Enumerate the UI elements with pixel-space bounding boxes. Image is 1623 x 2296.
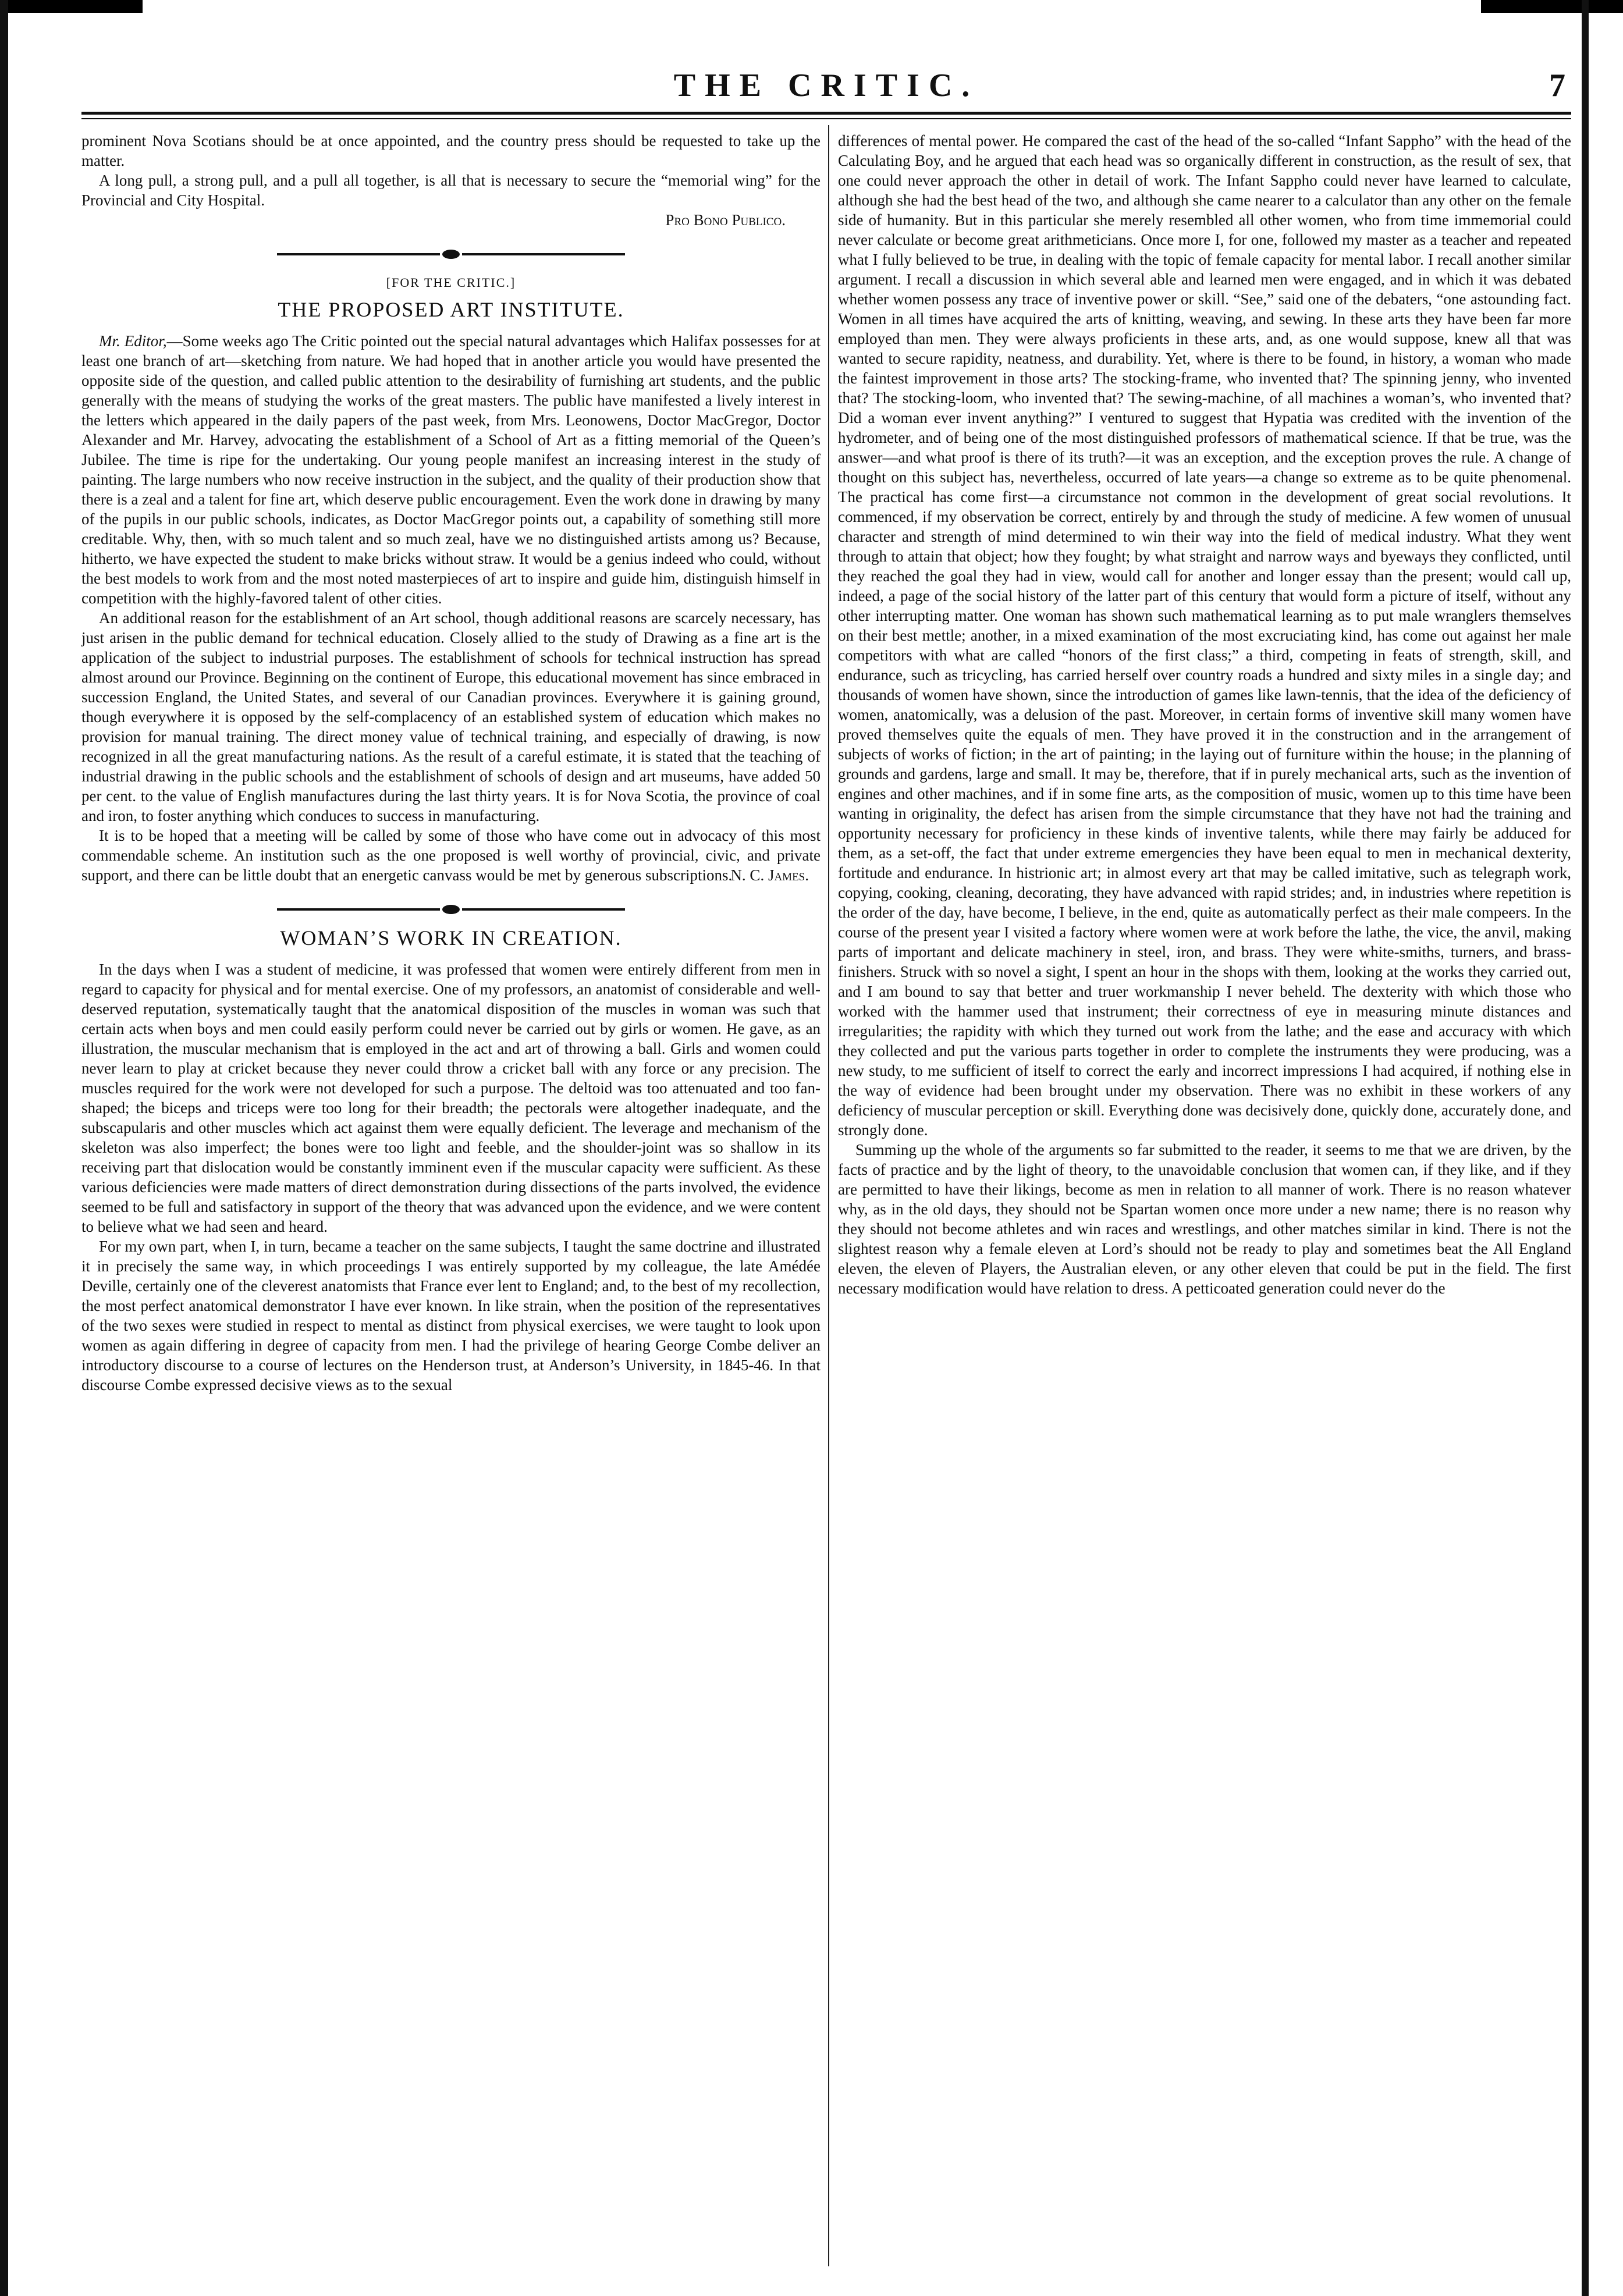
article-paragraph: Summing up the whole of the arguments so far submitted to the reader, it seems to me that we are driven, by the facts of practice and by the light of theory, to the unavoidable conclusion that women can, if they like, and if they are permitted to have their likings, become as men in relation to all manner of work. There is no reason whatever why, as in the old days, they should not be Spartan women once more under a new name; there is no reason why they should not become athletes and win races and wrestlings, and other matches similar in kind. There is not the slightest reason why a female eleven at Lord’s should not be ready to play and sometimes beat the All England eleven, the eleven of Players, the Australian eleven, or any other eleven that could be put in the field. The first necessary modification would have relation to dress. A petticoated generation could never do the: [838, 1141, 1571, 1297]
intro-signature: Pro Bono Publico.: [665, 211, 786, 229]
header-rule-thick: [81, 112, 1571, 115]
scan-right-edge: [1582, 0, 1589, 2296]
ornamental-divider: [81, 898, 821, 915]
masthead-title: THE CRITIC.: [673, 67, 979, 104]
article-paragraph: It is to be hoped that a meeting will be called by some of those who have come out in advocacy of this most commendable scheme. An institution such as the one proposed is well worthy of provincial, civic, and private support, and there can be little doubt that an energetic canvass would be met by generous subscriptions.: [81, 827, 821, 884]
article-paragraph: In the days when I was a student of medicine, it was professed that women were entirely different from men in regard to capacity for physical and for mental exercise. One of my professors, an anatomist of considerable and well-deserved reputation, systematically taught that the anatomical disposition of the muscles in woman was such that certain acts when boys and men could easily perform could never be carried out by girls or women. He gave, as an illustration, the muscular mechanism that is employed in the act and art of throwing a ball. Girls and women could never learn to play at cricket because they never could throw a cricket ball with any force or any precision. The muscles required for the work were not developed for such a purpose. The deltoid was too attenuated and too fan-shaped; the biceps and triceps were too long for their breadth; the pectorals were altogether inadequate, and the subscapularis and other muscles which act against them were equally deficient. The leverage and mechanism of the skeleton was also imperfect; the bones were too light and feeble, and the shoulder-joint was so shallow in its receiving part that dislocation would be constantly imminent even if the muscular capacity were sufficient. As these various deficiencies were made matters of direct demonstration during dissections of the parts involved, the evidence seemed to be full and satisfactory in support of the theory that was advanced upon the evidence, and we were content to believe what we had seen and heard.: [81, 961, 821, 1235]
header-rule-thin: [81, 118, 1571, 119]
article-text: —Some weeks ago The Critic pointed out the special natural advantages which Halifax possesses for at least one branch of art—sketching from nature. We had hoped that in another article you would have presented the opposite side of the question, and called public attention to the desirability of furnishing art students, and the public generally with the means of studying the works of the great masters. The public have manifested a lively interest in the letters which appeared in the daily papers of the past week, from Mrs. Leonowens, Doctor MacGregor, Doctor Alexander and Mr. Harvey, advocating the establishment of a School of Art as a fitting memorial of the Queen’s Jubilee. The time is ripe for the undertaking. Our young people manifest an increasing interest in the study of painting. The large numbers who now receive instruction in the subject, and the quality of their production show that there is a zeal and a talent for fine art, which deserve public encouragement. Even the work done in drawing by many of the pupils in our public schools, indicates, as Doctor MacGregor points out, a capability of something still more creditable. Why, then, with so much talent and so much zeal, have we no distinguished artists among us? Because, hitherto, we have expected the student to make bricks without straw. It would be a genius indeed who could, without the best models to work from and the most noted masterpieces of art to inspire and guide him, distinguish himself in competition with the highly-favored talent of other cities.: [81, 332, 821, 607]
article-signature: N. C. James.: [730, 866, 809, 884]
page-header: [81, 61, 1571, 108]
column-divider: [828, 125, 829, 2266]
scan-left-edge: [0, 0, 8, 2296]
scan-top-gap: [143, 0, 1481, 13]
left-column: [81, 131, 821, 2261]
intro-paragraph: A long pull, a strong pull, and a pull all together, is all that is necessary to secure the “memorial wing” for the Provincial and City Hospital.: [81, 172, 821, 209]
article-paragraph: [81, 331, 821, 608]
article-heading-womans-work: WOMAN’S WORK IN CREATION.: [280, 926, 622, 950]
salutation: Mr. Editor,: [99, 332, 167, 350]
for-the-critic-tag: [FOR THE CRITIC.]: [386, 275, 516, 290]
article-paragraph: An additional reason for the establishment of an Art school, though additional reasons are scarcely necessary, has just arisen in the public demand for technical education. Closely allied to the study of Drawing as a fine art is the application of the subject to industrial purposes. The establishment of schools for technical instruction has spread almost around our Province. Beginning on the continent of Europe, this educational movement has since embraced in succession England, the United States, and several of our Canadian provinces. Everywhere it is gaining ground, though everywhere it is opposed by the self-complacency of an established system of education which makes no provision for manual training. The direct money value of technical training, and especially of drawing, is now recognized in all the great manufacturing nations. As the result of a careful estimate, it is stated that the teaching of industrial drawing in the public schools and the establishment of schools of design and art museums, have added 50 per cent. to the value of English manufactures during the last thirty years. It is for Nova Scotia, the province of coal and iron, to foster anything which conduces to success in manufacturing.: [81, 609, 821, 824]
intro-paragraph: prominent Nova Scotians should be at once appointed, and the country press should be requested to take up the matter.: [81, 132, 821, 169]
article-paragraph: For my own part, when I, in turn, became a teacher on the same subjects, I taught the same doctrine and illustrated it in precisely the same way, in which proceedings I was entirely supported by my colleague, the late Amédée Deville, certainly one of the cleverest anatomists that France ever lent to England; and, to the best of my recollection, the most perfect anatomical demonstrator I have ever known. In like strain, when the position of the representatives of the two sexes were studied in respect to mental as distinct from physical exercises, we were taught to look upon women as again differing in degree of capacity from men. I had the privilege of hearing George Combe deliver an introductory discourse to a course of lectures on the Henderson trust, at Anderson’s University, in 1845-46. In that discourse Combe expressed decisive views as to the sexual: [81, 1238, 821, 1394]
right-column: [838, 131, 1571, 2261]
ornamental-divider: [81, 243, 821, 260]
article-paragraph: differences of mental power. He compared the cast of the head of the so-called “Infant Sappho” with the head of the Calculating Boy, and he argued that each head was so organically different in construction, as the result of sex, that one could never approach the other in detail of work. The Infant Sappho could never have learned to calculate, although she had the best head of the two, and although she came nearer to a calculator than any other on the female side of humanity. But in this particular she merely resembled all other women, who from time immemorial could never calculate or become great arithmeticians. Once more I, for one, followed my master as a teacher and repeated what I fully believed to be true, in dealing with the topic of female capacity for mental labor. I recall another similar argument. I recall a discussion in which several able and learned men were engaged, and in which it was debated whether women possess any trace of inventive power or skill. “See,” said one of the debaters, “one astounding fact. Women in all times have acquired the arts of knitting, weaving, and sewing. In these arts they have been far more employed than men. They were always proficients in these arts, and, as one would suppose, knew all that was wanted to secure rapidity, neatness, and durability. Yet, where is there to be found, in history, a woman who made the faintest improvement in those arts? The stocking-frame, who invented that? The spinning jenny, who invented that? The stocking-loom, who invented that? The sewing-machine, of all machines a woman’s, who invented that? Did a woman ever invent anything?” I ventured to suggest that Hypatia was credited with the invention of the hydrometer, and of being one of the most distinguished professors of mathematical science. If that be true, was the answer—and what proof is there of its truth?—it was an exception, and the exception proves the rule. A change of thought on this subject has, nevertheless, occurred of late years—a change so extreme as to be quite phenomenal. The practical has come first—a circumstance not common in the development of great social revolutions. It commenced, if my observation be correct, entirely by and through the study of medicine. A few women of unusual character and strength of mind determined to win their way into the field of medical industry. What they went through to attain that object; how they fought; by what straight and narrow ways and byeways they conflicted, until they reached the goal they had in view, would call for another and longer essay than the present; would call up, indeed, a page of the social history of the latter part of this century that would form a picture of itself, without any other interrupting matter. One woman has shown such mathematical learning as to put male wranglers themselves on their best mettle; another, in a mixed examination of the most excruciating kind, has come out against her male competitors with what are called “honors of the first class;” a third, competing in feats of strength, skill, and endurance, such as tricycling, has carried herself over country roads a hundred and sixty miles in a single day; and thousands of women have shown, since the introduction of games like lawn-tennis, that the idea of the deficiency of women, anatomically, was a delusion of the past. Moreover, in certain forms of inventive skill many women have proved themselves quite the equals of men. They have proved it in the construction and in the arrangement of subjects of works of fiction; in the art of painting; in the laying out of furniture within the house; in the planning of grounds and gardens, large and small. It may be, therefore, that if in purely mechanical arts, such as the invention of engines and other machines, and if in some fine arts, as the composition of music, women up to this time have been wanting in originality, the defect has arisen from the simple circumstance that they have not had the training and opportunity necessary for proficiency in these kinds of inventive talents, while there may fairly be adduced for them, as a set-off, the fact that under extreme emergencies they have been equal to men in mechanical dexterity, fortitude and endurance. In histrionic art; in almost every art that may be called imitative, such as telegraph work, copying, cooking, cleaning, decorating, they have advanced with rapid strides; and, in industries where repetition is the order of the day, have become, I believe, in the end, quite as automatically perfect as their male compeers. In the course of the present year I visited a factory where women were at work before the lathe, the vice, the anvil, making parts of important and delicate machinery in steel, iron, and brass. They were white-smiths, turners, and brass-finishers. Struck with so novel a sight, I spent an hour in the shops with them, looking at the works they carried out, and I am bound to say that better and truer workmanship I never beheld. The dexterity with which those who worked with the hammer used that instrument; their correctness of eye in measuring minute distances and irregularities; the rapidity with which they turned out work from the lathe; and the ease and accuracy with which they collected and put the various parts together in order to complete the instruments they were producing, was a new study, to me sufficient of itself to correct the early and incorrect impressions I had acquired, if nothing else in the way of evidence had been brought under my observation. There was no exhibit in these workers of any deficiency of muscular perception or skill. Everything done was decisively done, quickly done, accurately done, and strongly done.: [838, 132, 1571, 1139]
article-heading-art-institute: THE PROPOSED ART INSTITUTE.: [278, 298, 624, 321]
page-number: 7: [1549, 67, 1565, 104]
